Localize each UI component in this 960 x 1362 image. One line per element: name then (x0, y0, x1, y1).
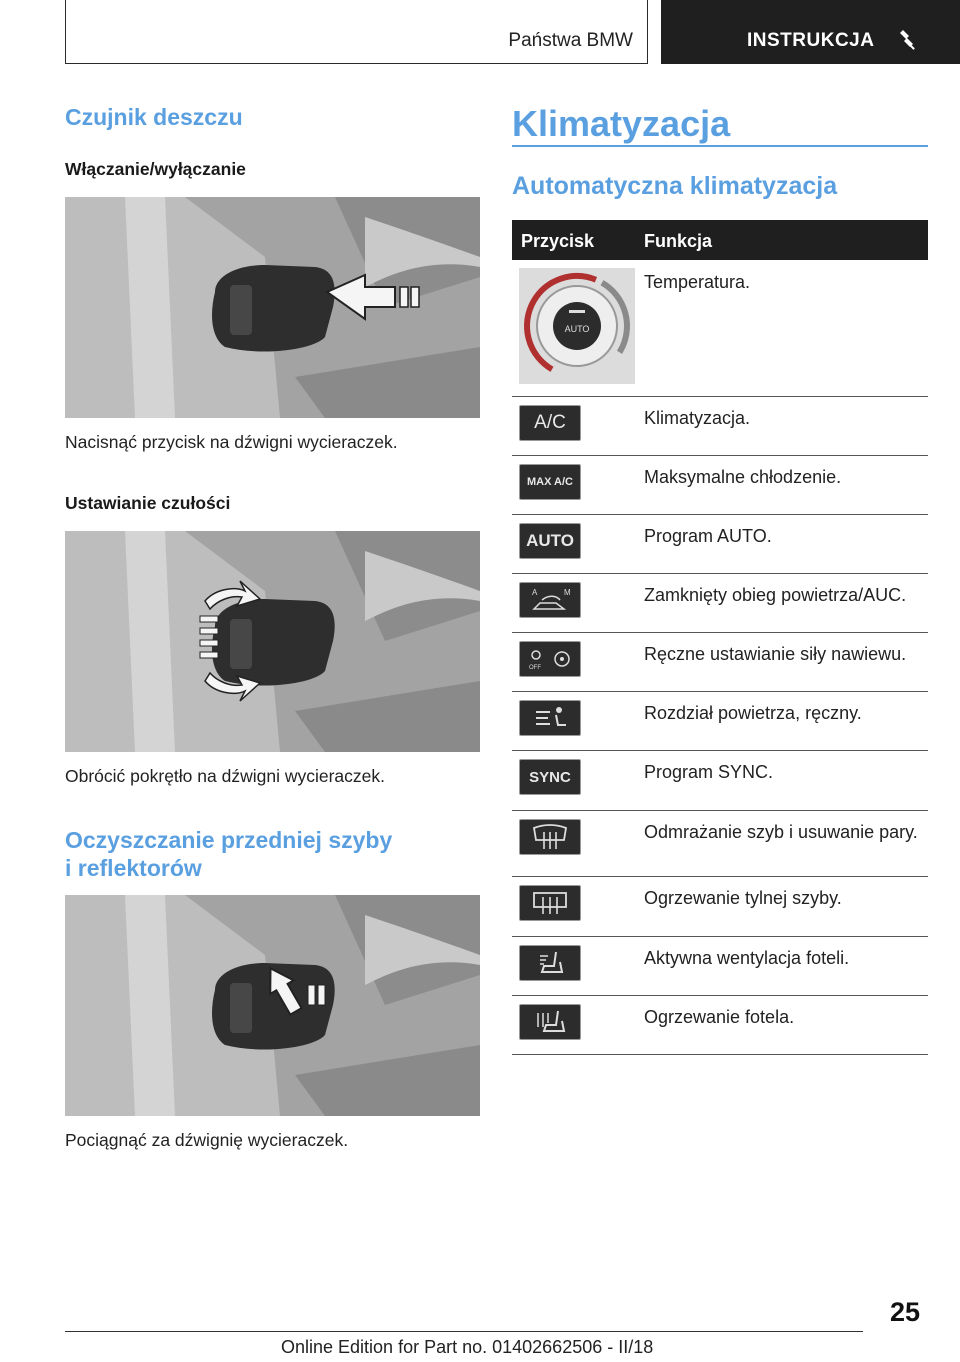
header-left-label: Państwa BMW (508, 30, 633, 51)
temperature-knob-icon (519, 268, 635, 384)
table-row (512, 876, 928, 937)
table-row (512, 260, 928, 397)
page-title: Klimatyzacja (512, 103, 731, 144)
table-row (512, 995, 928, 1055)
subheading-sensitivity: Ustawianie czułości (65, 493, 231, 513)
table-row (512, 936, 928, 996)
ac-button-icon: A/C (519, 405, 581, 441)
footer-rule (65, 1331, 863, 1332)
caption-pull-lever: Pociągnąć za dźwignię wycieraczek. (65, 1130, 349, 1150)
wiper-lever-photo-press (65, 197, 480, 418)
section-title-auto-ac: Automatyczna klimatyzacja (512, 172, 838, 200)
table-row (512, 632, 928, 692)
table-row (512, 396, 928, 456)
rear-defrost-button-icon (519, 885, 581, 921)
function-text: Aktywna wentylacja foteli. (644, 948, 850, 968)
section-title-washer-line1: Oczyszczanie przedniej szyby (65, 827, 393, 853)
header-left-box (65, 0, 648, 64)
front-defrost-button-icon (519, 819, 581, 855)
wiper-lever-photo-pull (65, 895, 480, 1116)
caption-rotate-knob: Obrócić pokrętło na dźwigni wycieraczek. (65, 766, 385, 786)
tools-icon (897, 29, 919, 51)
header-right-box (661, 0, 960, 64)
function-text: Ogrzewanie tylnej szyby. (644, 888, 842, 908)
air-distribution-button-icon (519, 700, 581, 736)
caption-press-button: Nacisnąć przycisk na dźwigni wycieraczek. (65, 432, 398, 452)
function-text: Odmrażanie szyb i usuwanie pary. (644, 822, 918, 842)
table-row (512, 750, 928, 811)
function-text: Klimatyzacja. (644, 408, 751, 428)
wiper-lever-photo-rotate (65, 531, 480, 752)
table-row (512, 810, 928, 877)
subheading-on-off: Włączanie/wyłączanie (65, 159, 246, 179)
temperature-knob-label: AUTO (564, 324, 590, 334)
seat-ventilation-button-icon (519, 945, 581, 981)
table-row (512, 573, 928, 633)
function-text: Maksymalne chłodzenie. (644, 467, 842, 487)
function-text: Ręczne ustawianie siły nawiewu. (644, 644, 907, 664)
table-row (512, 514, 928, 574)
auto-button-icon: AUTO (519, 523, 581, 559)
table-header-function: Funkcja (644, 231, 713, 251)
function-text: Ogrzewanie fotela. (644, 1007, 795, 1027)
section-title-washer (65, 826, 392, 882)
table-header-button: Przycisk (521, 231, 595, 251)
table-row (512, 691, 928, 751)
function-text: Zamknięty obieg powietrza/AUC. (644, 585, 907, 605)
svg-text:A: A (532, 588, 538, 597)
table-row (512, 455, 928, 515)
function-text: Temperatura. (644, 272, 751, 292)
recirculation-button-icon (519, 582, 581, 618)
sync-button-icon: SYNC (519, 759, 581, 795)
seat-heating-button-icon (519, 1004, 581, 1040)
table-header (512, 220, 928, 260)
fan-button-icon (519, 641, 581, 677)
fan-off-label: OFF (529, 665, 541, 671)
section-title-washer-line2: i reflektorów (65, 855, 202, 881)
page-number: 25 (890, 1297, 921, 1327)
function-text: Program AUTO. (644, 526, 772, 546)
footer-edition: Online Edition for Part no. 01402662506 - II/18 (281, 1337, 654, 1357)
header-right-label: INSTRUKCJA (747, 30, 875, 51)
function-text: Program SYNC. (644, 762, 774, 782)
title-rule (512, 145, 928, 147)
max-ac-button-icon: MAX A/C (519, 464, 581, 500)
svg-text:M: M (564, 588, 571, 597)
function-text: Rozdział powietrza, ręczny. (644, 703, 862, 723)
section-title-rain-sensor: Czujnik deszczu (65, 104, 243, 130)
